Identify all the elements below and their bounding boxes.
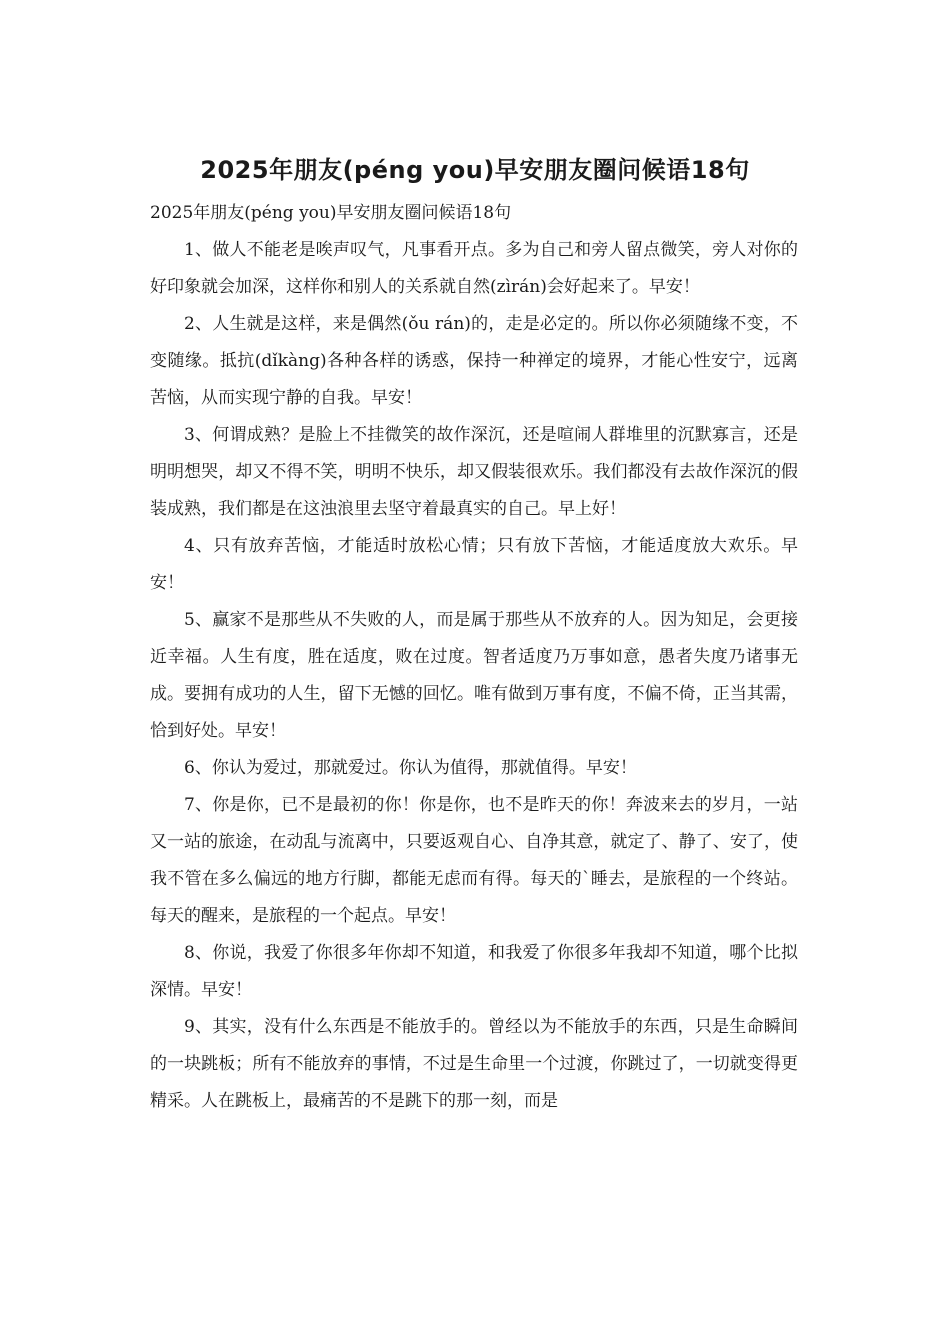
document-body	[150, 232, 798, 1120]
paragraph: 8、你说，我爱了你很多年你却不知道，和我爱了你很多年我却不知道，哪个比拟深情。早安！	[150, 943, 798, 1000]
paragraph: 3、何谓成熟？是脸上不挂微笑的故作深沉，还是喧闹人群堆里的沉默寡言，还是明明想哭，却又不得不笑，明明不快乐，却又假装很欢乐。我们都没有去故作深沉的假装成熟，我们都是在这浊浪里去坚守着最真实的自己。早上好！	[150, 425, 798, 519]
paragraph: 2、人生就是这样，来是偶然(ǒu rán)的，走是必定的。所以你必须随缘不变，不变随缘。抵抗(dǐkàng)各种各样的诱惑，保持一种禅定的境界，才能心性安宁，远离苦恼，从而实现宁静的自我。早安！	[150, 314, 798, 408]
document-title: 2025年朋友(péng you)早安朋友圈问候语18句	[200, 156, 750, 184]
paragraph: 6、你认为爱过，那就爱过。你认为值得，那就值得。早安！	[184, 758, 637, 778]
paragraph: 9、其实，没有什么东西是不能放手的。曾经以为不能放手的东西，只是生命瞬间的一块跳板；所有不能放弃的事情，不过是生命里一个过渡，你跳过了，一切就变得更精采。人在跳板上，最痛苦的不是跳下的那一刻，而是	[150, 1017, 798, 1111]
paragraph: 7、你是你，已不是最初的你！你是你，也不是昨天的你！奔波来去的岁月，一站又一站的旅途，在动乱与流离中，只要返观自心、自净其意，就定了、静了、安了，使我不管在多么偏远的地方行脚，都能无虑而有得。每天的`睡去，是旅程的一个终站。每天的醒来，是旅程的一个起点。早安！	[150, 795, 798, 926]
paragraph: 5、赢家不是那些从不失败的人，而是属于那些从不放弃的人。因为知足，会更接近幸福。人生有度，胜在适度，败在过度。智者适度乃万事如意，愚者失度乃诸事无成。要拥有成功的人生，留下无憾的回忆。唯有做到万事有度，不偏不倚，正当其需，恰到好处。早安！	[150, 610, 798, 741]
document-subtitle: 2025年朋友(péng you)早安朋友圈问候语18句	[150, 203, 512, 223]
paragraph: 1、做人不能老是唉声叹气，凡事看开点。多为自己和旁人留点微笑，旁人对你的好印象就会加深，这样你和别人的关系就自然(zìrán)会好起来了。早安！	[150, 240, 798, 297]
paragraph: 4、只有放弃苦恼，才能适时放松心情；只有放下苦恼，才能适度放大欢乐。早安！	[150, 536, 798, 593]
